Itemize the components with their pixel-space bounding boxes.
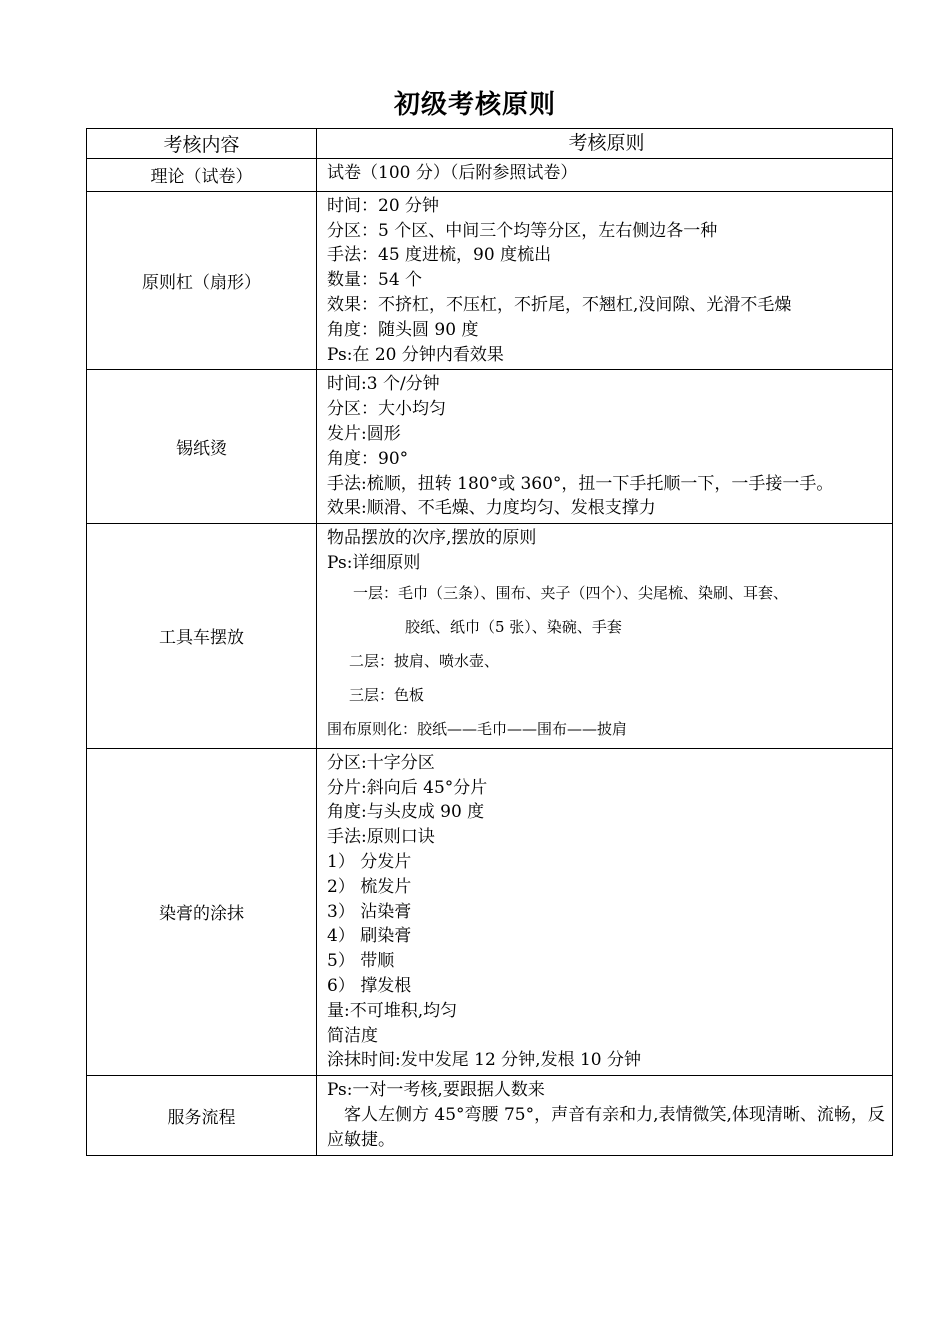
content-line: 分区：大小均匀 [327, 399, 446, 420]
content-line: 客人左侧方 45°弯腰 75°，声音有亲和力,表情微笑,体现清晰、流畅，反应敏捷。 [327, 1104, 885, 1150]
content-line: 涂抹时间:发中发尾 12 分钟,发根 10 分钟 [327, 1050, 642, 1071]
content-line: 3） 沾染膏 [327, 901, 412, 922]
row-content [317, 191, 893, 370]
content-line: 手法：45 度进梳，90 度梳出 [327, 245, 552, 266]
header-content: 考核内容 [87, 129, 317, 159]
content-line: 胶纸、纸巾（5 张）、染碗、手套 [405, 617, 622, 636]
content-line: 围布原则化：胶纸——毛巾——围布——披肩 [327, 719, 628, 738]
content-line: 4） 刷染膏 [327, 926, 412, 947]
table-header-row [87, 129, 893, 159]
content-line: Ps:一对一考核,要跟据人数来 [327, 1080, 545, 1101]
assessment-table [86, 128, 893, 1156]
document-title: 初级考核原则 [393, 90, 556, 120]
row-title: 工具车摆放 [87, 524, 317, 749]
table-row [87, 191, 893, 370]
content-line: 2） 梳发片 [327, 876, 412, 897]
content-line: 角度：随头圆 90 度 [327, 319, 479, 340]
content-line: 效果：不挤杠，不压杠，不折尾，不翘杠,没间隙、光滑不毛燥 [327, 294, 792, 315]
row-title: 原则杠（扇形） [87, 191, 317, 370]
content-line: 手法:梳顺，扭转 180°或 360°，扭一下手托顺一下，一手接一手。 [327, 473, 834, 494]
content-line: 6） 撑发根 [327, 975, 412, 996]
content-line: 分区：5 个区、中间三个均等分区，左右侧边各一种 [327, 220, 718, 241]
table-row [87, 158, 893, 191]
content-line: 发片:圆形 [327, 423, 401, 444]
content-line: 分片:斜向后 45°分片 [327, 777, 488, 798]
row-content [317, 748, 893, 1075]
content-line: 物品摆放的次序,摆放的原则 [327, 528, 537, 549]
row-title: 染膏的涂抹 [87, 748, 317, 1075]
row-title: 服务流程 [87, 1076, 317, 1155]
content-line: 效果:顺滑、不毛燥、力度均匀、发根支撑力 [327, 498, 656, 519]
content-line: 5） 带顺 [327, 951, 395, 972]
content-line: 角度：90° [327, 448, 409, 469]
content-line: 数量：54 个 [327, 270, 423, 291]
row-content [317, 370, 893, 524]
table-row [87, 1076, 893, 1155]
content-line: 角度:与头皮成 90 度 [327, 802, 485, 823]
content-line: Ps:在 20 分钟内看效果 [327, 344, 504, 365]
content-line: 手法:原则口诀 [327, 827, 435, 848]
content-line: 一层：毛巾（三条）、围布、夹子（四个）、尖尾梳、染刷、耳套、 [353, 583, 789, 602]
content-line: 时间：20 分钟 [327, 195, 440, 216]
content-line: 简洁度 [327, 1025, 378, 1046]
row-title: 锡纸烫 [87, 370, 317, 524]
table-row [87, 748, 893, 1075]
table-row [87, 524, 893, 749]
row-title: 理论（试卷） [87, 158, 317, 191]
row-content [317, 524, 893, 749]
table-row [87, 370, 893, 524]
content-line: 时间:3 个/分钟 [327, 374, 440, 395]
content-line: Ps:详细原则 [327, 552, 421, 573]
content-line: 三层：色板 [349, 685, 425, 704]
content-line: 试卷（100 分）（后附参照试卷） [327, 162, 578, 183]
header-principle: 考核原则 [317, 129, 893, 159]
row-content [317, 1076, 893, 1155]
content-line: 1） 分发片 [327, 851, 412, 872]
content-line: 分区:十字分区 [327, 752, 435, 773]
content-line: 二层：披肩、喷水壶、 [349, 651, 500, 670]
content-line: 量:不可堆积,均匀 [327, 1000, 458, 1021]
row-content [317, 158, 893, 191]
